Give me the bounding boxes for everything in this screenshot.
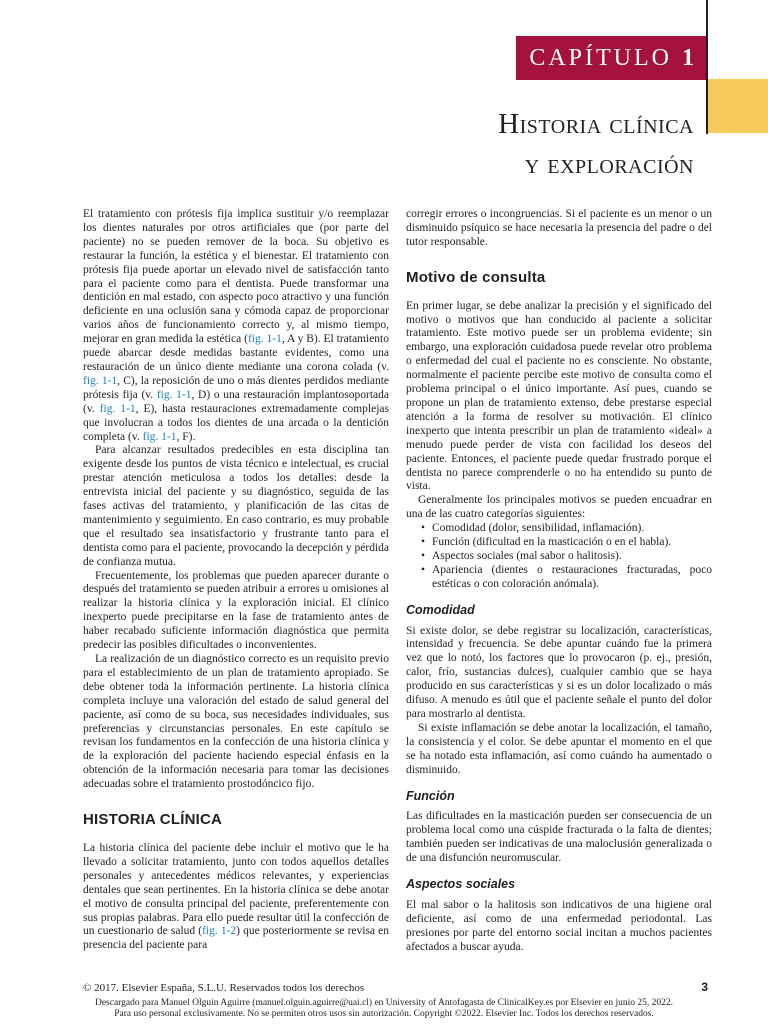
list-item: • Aspectos sociales (mal sabor o halitosis). (432, 550, 712, 564)
body-paragraph: Las dificultades en la masticación pueden ser consecuencia de un problema local como una cúspide fracturada o la falta de dientes; también pueden ser indicativas de una maloclusión generalizada o de una disfunción neuromuscular. (406, 810, 712, 865)
subheading-comodidad: Comodidad (406, 602, 475, 617)
download-notice: Descargado para Manuel Olguín Aguirre (manuel.olguin.aguirre@uai.cl) en University of Antofagasta de ClinicalKey.es por Elsevier en junio 25, 2022. (94, 998, 674, 1008)
figure-link[interactable]: fig. 1-1 (156, 388, 192, 401)
category-list (406, 522, 712, 592)
left-column (83, 208, 389, 953)
body-paragraph: Generalmente los principales motivos se pueden encuadrar en una de las cuatro categorías siguientes: (406, 494, 712, 521)
list-item: • Apariencia (dientes o restauraciones fracturadas, poco estéticas o con coloración anómala). (432, 564, 712, 592)
chapter-banner (516, 36, 706, 80)
body-paragraph: En primer lugar, se debe analizar la precisión y el significado del motivo o motivos que han conducido al paciente a solicitar tratamiento. Este motivo puede ser un problema evidente; sin embargo, una exploración cuidadosa puede revelar otro problema o enfermedad del cual el paciente no es consciente. No obstante, normalmente el paciente percibe este motivo de consulta como el problema principal o el único importante. Así pues, cuando se propone un plan de tratamiento extenso, debe prestarse especial atención a la forma de resolver su motivación. El clínico inexperto que intenta prescribir un plan de tratamiento «ideal» a menudo puede perder de vista con facilidad los deseos del paciente. Entonces, el paciente puede quedar frustrado porque el dentista no parece comprenderle o no ha entendido su punto de vista. (406, 299, 712, 493)
body-paragraph: Para alcanzar resultados predecibles en esta disciplina tan exigente desde los puntos de vista técnico e intelectual, es crucial prestar atención meticulosa a todos los detalles: desde la entrevista inicial del paciente y su diagnóstico, seguida de las fases activas del tratamiento, y planificación de las citas de mantenimiento y seguimiento. En caso contrario, es muy probable que el resultado sea insatisfactorio y frustrante tanto para el dentista como para el paciente, provocando la decepción y pérdida de confianza mutua. (83, 444, 389, 568)
figure-link[interactable]: fig. 1-2 (202, 925, 237, 938)
right-column (406, 208, 712, 955)
subheading-aspectos-sociales: Aspectos sociales (406, 877, 516, 892)
body-paragraph: La realización de un diagnóstico correcto es un requisito previo para el establecimiento de un plan de tratamiento apropiado. Se debe obtener toda la información pertinente. La historia clínica completa incluye una valoración del estado de salud general del paciente, así como de su boca, sus necesidades individuales, sus preferencias y circunstancias personales. En este capítulo se revisan los fundamentos en la confección de una historia clínica y de la exploración del paciente haciendo especial énfasis en la obtención de la información necesaria para tomar las decisiones adecuadas sobre el tratamiento prostodóncico fijo. (83, 653, 389, 791)
chapter-title (498, 104, 694, 184)
list-item: • Función (dificultad en la masticación o en el habla). (432, 536, 712, 550)
chapter-number: 1 (682, 44, 694, 71)
figure-link[interactable]: fig. 1-1 (142, 430, 177, 443)
body-paragraph: Frecuentemente, los problemas que pueden aparecer durante o después del tratamiento se pueden atribuir a errores u omisiones al realizar la historia clínica y la exploración inicial. El clínico inexperto puede precipitarse en la fase de tratamiento antes de haber recabado suficiente información diagnóstica que permita predecir las posibles dificultades o inconvenientes. (83, 569, 389, 652)
section-heading-motivo: Motivo de consulta (406, 268, 546, 286)
page-number: 3 (701, 980, 708, 994)
usage-notice: Para uso personal exclusivamente. No se permiten otros usos sin autorización. Copyright ©2022. Elsevier Inc. Todos los derechos reservados. (114, 1009, 654, 1019)
chapter-title-line-2: y exploración (524, 148, 694, 180)
list-item: • Comodidad (dolor, sensibilidad, inflamación). (432, 522, 712, 536)
body-paragraph: Si existe dolor, se debe registrar su localización, características, intensidad y frecuencia. Se debe apuntar cuándo fue la primera vez que lo notó, los factores que lo provocaron (p. ej., presión, calor, frío, sustancias dulces), cualquier cambio que se haya producido en sus características y si es un dolor localizado o más difuso. A menudo es útil que el paciente señale el punto del dolor para mostrarlo al dentista. (406, 624, 712, 720)
copyright-notice: © 2017. Elsevier España, S.L.U. Reservados todos los derechos (83, 982, 365, 994)
figure-link[interactable]: fig. 1-1 (247, 333, 282, 346)
section-heading-historia: HISTORIA CLÍNICA (83, 811, 223, 829)
figure-link[interactable]: fig. 1-1 (83, 374, 118, 387)
chapter-accent-block (708, 79, 768, 133)
body-paragraph: La historia clínica del paciente debe incluir el motivo que le ha llevado a solicitar tratamiento, junto con todos aquellos detalles personales y antecedentes médicos relevantes, y experiencias dentales que sean pertinentes. En la historia clínica se debe anotar el motivo de consulta principal del paciente, preferentemente con sus propias palabras. Para ello puede resultar útil la confección de un cuestionario de salud (fig. 1-2) que posteriormente se revisa en presencia del paciente para (83, 841, 389, 952)
figure-link[interactable]: fig. 1-1 (99, 402, 136, 415)
body-paragraph: corregir errores o incongruencias. Si el paciente es un menor o un disminuido psíquico se hace necesaria la presencia del padre o del tutor responsable. (406, 208, 712, 248)
chapter-label: CAPÍTULO (529, 44, 672, 71)
intro-paragraph: El tratamiento con prótesis fija implica sustituir y/o reemplazar los dientes naturales por otros artificiales que (por parte del paciente) no se pueden remover de la boca. Su objetivo es restaurar la función, la estética y el bienestar. El tratamiento con prótesis fija puede aportar un elevado nivel de satisfacción tanto para el paciente como para el dentista. Puede transformar una dentición en mal estado, con aspecto poco atractivo y una función deficiente en una oclusión sana y cómoda capaz de proporcionar varios años de funcionamiento correcto y, al mismo tiempo, mejorar en gran medida la estética (fig. 1-1, A y B). El tratamiento puede abarcar desde medidas bastante evidentes, como una restauración de un único diente mediante una corona colada (v. fig. 1-1, C), la reposición de uno o más dientes perdidos mediante prótesis fija (v. fig. 1-1, D) o una restauración implantosoportada (v. fig. 1-1, E), hasta restauraciones extremadamente complejas que involucran a todos los dientes de una arcada o la dentición completa (v. fig. 1-1, F). (83, 208, 389, 443)
chapter-title-line-1: Historia clínica (498, 108, 694, 140)
body-paragraph: Si existe inflamación se debe anotar la localización, el tamaño, la consistencia y el color. Se debe apuntar el momento en el que se ha notado esta inflamación, así como cuándo ha aumentado o disminuido. (406, 721, 712, 776)
body-paragraph: El mal sabor o la halitosis son indicativos de una higiene oral deficiente, así como de una enfermedad periodontal. Las presiones por parte del entorno social incitan a muchos pacientes afectados a buscar ayuda. (406, 898, 712, 953)
subheading-funcion: Función (406, 788, 455, 803)
